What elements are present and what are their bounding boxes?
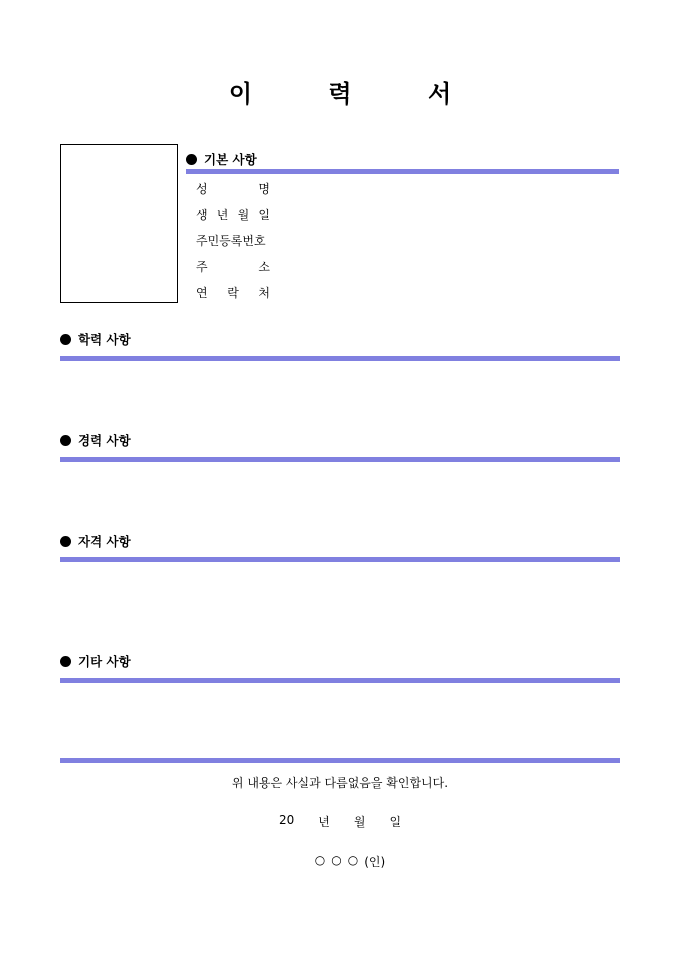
field-resident-number-label: 주민등록번호 <box>196 234 266 248</box>
document-title: 이 력 서 <box>228 79 486 108</box>
section-header-etc <box>60 652 131 670</box>
field-birthdate-label: 생 년 월 일 <box>196 208 270 222</box>
section-title: 기타 사항 <box>78 654 131 669</box>
section-bar-etc <box>60 678 620 683</box>
section-header-education <box>60 330 131 348</box>
section-bar-career <box>60 457 620 462</box>
bullet-icon <box>60 435 71 446</box>
section-header-basic <box>186 150 257 168</box>
field-address-label: 주 소 <box>196 260 270 274</box>
footer-bar <box>60 758 620 763</box>
section-bar-education <box>60 356 620 361</box>
bullet-icon <box>60 334 71 345</box>
field-contact-label: 연 락 처 <box>196 286 270 300</box>
bullet-icon <box>60 536 71 547</box>
signature-mark: ○ <box>331 853 342 867</box>
bullet-icon <box>60 656 71 667</box>
date-day-unit: 일 <box>389 815 402 829</box>
section-title: 경력 사항 <box>78 433 131 448</box>
date-line <box>0 813 680 830</box>
section-bar-basic <box>186 169 619 174</box>
section-title: 학력 사항 <box>78 332 131 347</box>
signature-mark: ○ <box>347 853 359 867</box>
bullet-icon <box>186 154 197 165</box>
signature-mark: ○ <box>314 853 326 867</box>
confirmation-statement: 위 내용은 사실과 다름없음을 확인합니다. <box>231 776 449 790</box>
photo-box <box>60 144 178 303</box>
section-title: 자격 사항 <box>78 534 131 549</box>
signature-line <box>0 853 680 870</box>
section-header-career <box>60 431 131 449</box>
section-header-license <box>60 532 131 550</box>
date-year: 20 <box>278 813 295 827</box>
date-year-unit: 년 <box>318 815 330 829</box>
seal-label: (인) <box>364 855 386 869</box>
field-name-label: 성 명 <box>196 182 270 196</box>
section-bar-license <box>60 557 620 562</box>
section-title: 기본 사항 <box>204 152 257 167</box>
date-month-unit: 월 <box>353 815 366 829</box>
